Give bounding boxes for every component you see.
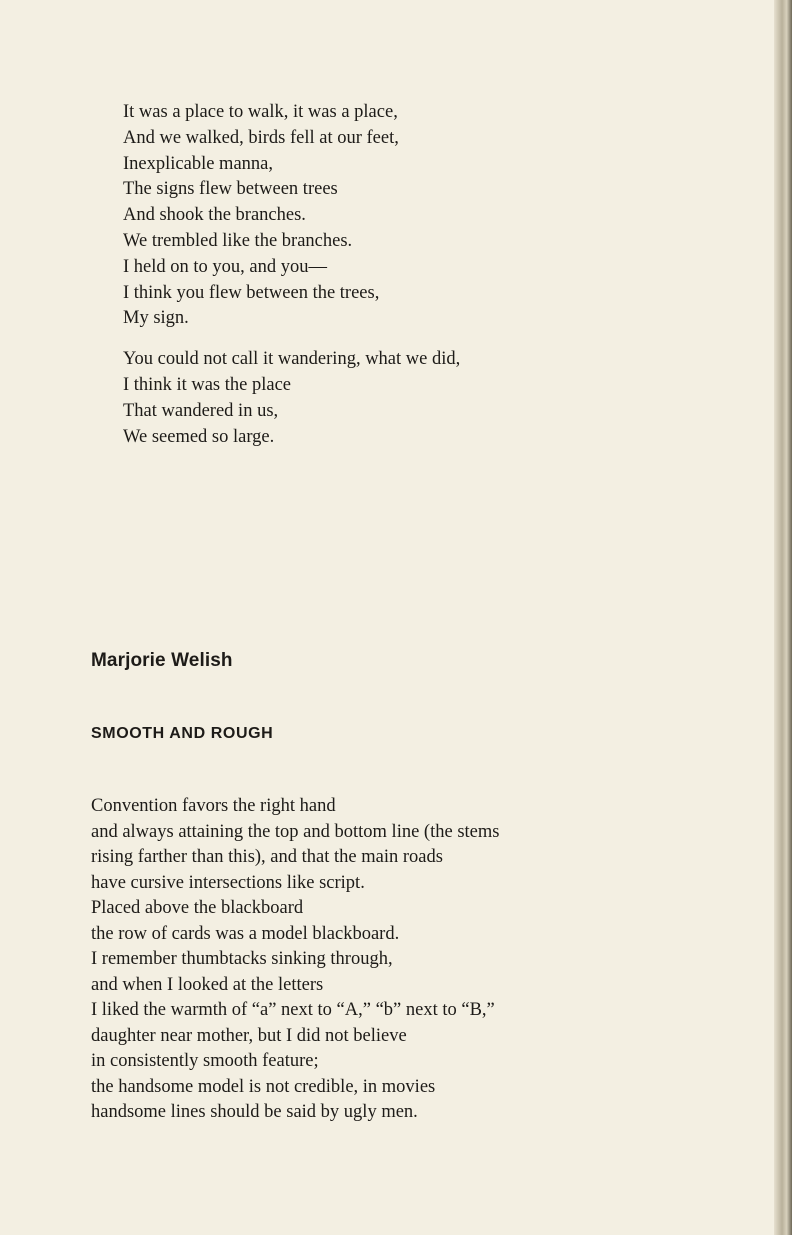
poem-line: And we walked, birds fell at our feet, xyxy=(123,127,399,148)
poem-line: in consistently smooth feature; xyxy=(91,1051,319,1071)
stanza-2 xyxy=(123,347,460,450)
poem-line: and always attaining the top and bottom line (the stems xyxy=(91,821,500,842)
poem-line: That wandered in us, xyxy=(123,400,279,421)
poem-line: have cursive intersections like script. xyxy=(91,872,365,893)
author-name: Marjorie Welish xyxy=(91,650,233,671)
stanza-1 xyxy=(123,100,460,332)
poem-line: Convention favors the right hand xyxy=(91,796,336,816)
poem-body xyxy=(91,794,499,1126)
page-gutter xyxy=(774,0,792,1235)
poem-line: You could not call it wandering, what we did, xyxy=(123,349,461,370)
poem-line: the row of cards was a model blackboard. xyxy=(91,923,400,944)
poem-line: I remember thumbtacks sinking through, xyxy=(91,949,393,969)
poem-line: and when I looked at the letters xyxy=(91,974,324,995)
poem-line: The signs flew between trees xyxy=(123,179,338,200)
poem-line: We seemed so large. xyxy=(123,426,275,447)
poem-line: I think it was the place xyxy=(123,374,291,395)
poem-title: SMOOTH AND ROUGH xyxy=(91,725,274,742)
poem-line: I held on to you, and you— xyxy=(123,256,327,277)
poem-line: Placed above the blackboard xyxy=(91,898,304,918)
poem-line: I liked the warmth of “a” next to “A,” “b” next to “B,” xyxy=(91,1000,495,1020)
poem-line: My sign. xyxy=(123,308,189,329)
poem-line: Inexplicable manna, xyxy=(123,153,273,174)
poem-line: It was a place to walk, it was a place, xyxy=(123,102,398,122)
poem-continuation xyxy=(123,100,460,465)
poem-line: handsome lines should be said by ugly men. xyxy=(91,1102,418,1122)
poem-line: daughter near mother, but I did not believe xyxy=(91,1025,407,1046)
poem-line: rising farther than this), and that the main roads xyxy=(91,847,443,867)
poem-line: I think you flew between the trees, xyxy=(123,282,380,303)
poem-line: the handsome model is not credible, in movies xyxy=(91,1076,436,1097)
poem-line: And shook the branches. xyxy=(123,205,306,226)
poem-line: We trembled like the branches. xyxy=(123,230,353,251)
